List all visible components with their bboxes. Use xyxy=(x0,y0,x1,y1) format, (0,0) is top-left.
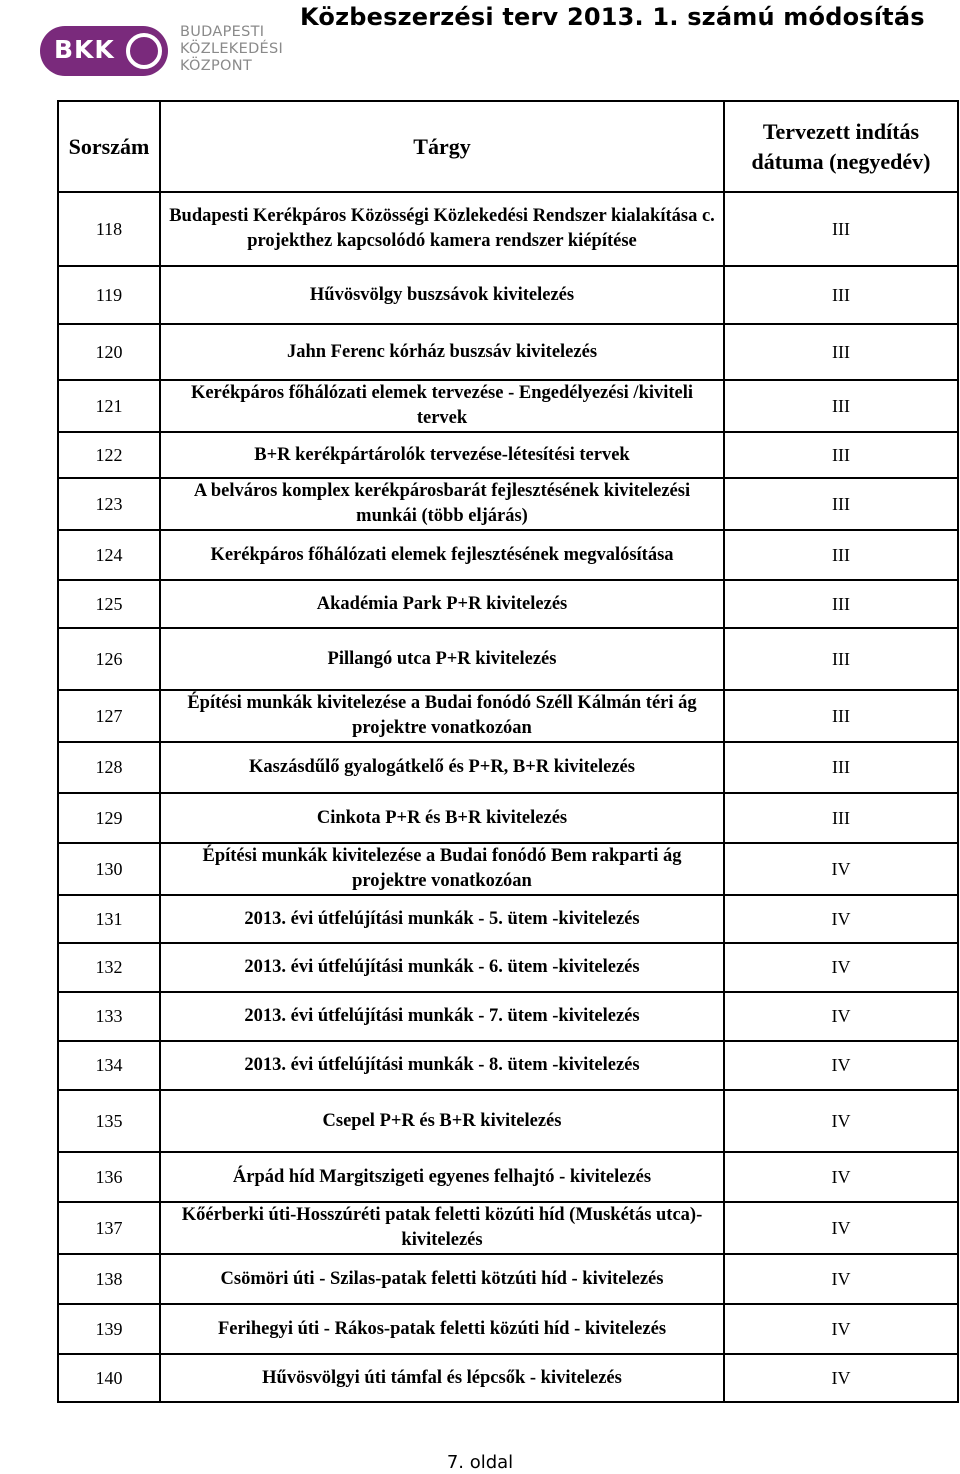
row-quarter: III xyxy=(724,380,958,432)
bkk-logo-line: KÖZLEKEDÉSI xyxy=(180,41,284,57)
row-quarter: III xyxy=(724,192,958,266)
row-subject: A belváros komplex kerékpárosbarát fejlesztésének kivitelezési munkái (több eljárás) xyxy=(160,478,724,530)
table-row xyxy=(58,628,958,690)
bkk-logo-ring-icon xyxy=(126,33,162,69)
row-quarter: III xyxy=(724,324,958,380)
row-subject: B+R kerékpártárolók tervezése-létesítési tervek xyxy=(160,432,724,478)
row-number: 130 xyxy=(58,843,160,895)
row-quarter: IV xyxy=(724,843,958,895)
header-date: Tervezett indítás dátuma (negyedév) xyxy=(724,101,958,192)
row-number: 119 xyxy=(58,266,160,324)
table-row xyxy=(58,742,958,793)
row-number: 128 xyxy=(58,742,160,793)
row-number: 129 xyxy=(58,793,160,843)
table-row xyxy=(58,1152,958,1202)
row-subject: Hűvösvölgyi úti támfal és lépcsők - kivitelezés xyxy=(160,1354,724,1402)
row-subject: Csömöri úti - Szilas-patak feletti kötzúti híd - kivitelezés xyxy=(160,1254,724,1304)
row-number: 135 xyxy=(58,1090,160,1152)
row-quarter: IV xyxy=(724,1354,958,1402)
header-subject: Tárgy xyxy=(160,101,724,192)
row-quarter: III xyxy=(724,580,958,628)
row-quarter: IV xyxy=(724,1041,958,1090)
row-quarter: IV xyxy=(724,1202,958,1254)
table-row xyxy=(58,1202,958,1254)
table-row xyxy=(58,580,958,628)
row-quarter: IV xyxy=(724,1304,958,1354)
bkk-logo xyxy=(40,22,310,80)
bkk-logo-badge xyxy=(40,26,168,76)
table-row xyxy=(58,478,958,530)
table-row xyxy=(58,324,958,380)
row-number: 133 xyxy=(58,992,160,1041)
table-row xyxy=(58,266,958,324)
row-quarter: IV xyxy=(724,1254,958,1304)
row-quarter: III xyxy=(724,530,958,580)
bkk-logo-org-name xyxy=(180,24,330,75)
row-quarter: III xyxy=(724,742,958,793)
table-row xyxy=(58,943,958,992)
row-number: 118 xyxy=(58,192,160,266)
row-quarter: III xyxy=(724,266,958,324)
procurement-plan-table xyxy=(57,100,959,1403)
table-row xyxy=(58,1254,958,1304)
row-subject: Árpád híd Margitszigeti egyenes felhajtó - kivitelezés xyxy=(160,1152,724,1202)
table-row xyxy=(58,1304,958,1354)
row-number: 123 xyxy=(58,478,160,530)
row-subject: 2013. évi útfelújítási munkák - 6. ütem -kivitelezés xyxy=(160,943,724,992)
row-subject: Jahn Ferenc kórház buszsáv kivitelezés xyxy=(160,324,724,380)
row-quarter: IV xyxy=(724,1152,958,1202)
row-number: 126 xyxy=(58,628,160,690)
bkk-logo-line: BUDAPESTI xyxy=(180,24,265,40)
table-row xyxy=(58,530,958,580)
row-quarter: IV xyxy=(724,1090,958,1152)
row-subject: Építési munkák kivitelezése a Budai fonódó Széll Kálmán téri ág projektre vonatkozóan xyxy=(160,690,724,742)
row-number: 137 xyxy=(58,1202,160,1254)
table-row xyxy=(58,690,958,742)
row-subject: Csepel P+R és B+R kivitelezés xyxy=(160,1090,724,1152)
table-row xyxy=(58,895,958,943)
row-subject: 2013. évi útfelújítási munkák - 8. ütem -kivitelezés xyxy=(160,1041,724,1090)
row-number: 140 xyxy=(58,1354,160,1402)
row-subject: Ferihegyi úti - Rákos-patak feletti közúti híd - kivitelezés xyxy=(160,1304,724,1354)
row-number: 127 xyxy=(58,690,160,742)
row-quarter: IV xyxy=(724,895,958,943)
row-number: 125 xyxy=(58,580,160,628)
row-number: 122 xyxy=(58,432,160,478)
row-subject: 2013. évi útfelújítási munkák - 7. ütem -kivitelezés xyxy=(160,992,724,1041)
row-subject: Építési munkák kivitelezése a Budai fonódó Bem rakparti ág projektre vonatkozóan xyxy=(160,843,724,895)
table-header-row xyxy=(58,101,958,192)
row-quarter: IV xyxy=(724,943,958,992)
row-number: 120 xyxy=(58,324,160,380)
row-quarter: III xyxy=(724,478,958,530)
table-row xyxy=(58,1090,958,1152)
header-number: Sorszám xyxy=(58,101,160,192)
row-subject: Kaszásdűlő gyalogátkelő és P+R, B+R kivitelezés xyxy=(160,742,724,793)
row-subject: Budapesti Kerékpáros Közösségi Közlekedési Rendszer kialakítása c. projekthez kapcsolódó kamera rendszer kiépítése xyxy=(160,192,724,266)
row-subject: Akadémia Park P+R kivitelezés xyxy=(160,580,724,628)
table-row xyxy=(58,793,958,843)
row-number: 138 xyxy=(58,1254,160,1304)
row-number: 136 xyxy=(58,1152,160,1202)
row-subject: 2013. évi útfelújítási munkák - 5. ütem -kivitelezés xyxy=(160,895,724,943)
row-number: 131 xyxy=(58,895,160,943)
row-subject: Kerékpáros főhálózati elemek tervezése - Engedélyezési /kiviteli tervek xyxy=(160,380,724,432)
row-quarter: III xyxy=(724,793,958,843)
table-row xyxy=(58,432,958,478)
row-quarter: III xyxy=(724,432,958,478)
row-quarter: IV xyxy=(724,992,958,1041)
row-quarter: III xyxy=(724,628,958,690)
row-subject: Cinkota P+R és B+R kivitelezés xyxy=(160,793,724,843)
table-row xyxy=(58,992,958,1041)
row-number: 134 xyxy=(58,1041,160,1090)
table-row xyxy=(58,1354,958,1402)
bkk-logo-badge-text: BKK xyxy=(54,35,115,64)
bkk-logo-line: KÖZPONT xyxy=(180,58,253,74)
table-row xyxy=(58,380,958,432)
row-number: 139 xyxy=(58,1304,160,1354)
row-subject: Pillangó utca P+R kivitelezés xyxy=(160,628,724,690)
table-row xyxy=(58,843,958,895)
row-quarter: III xyxy=(724,690,958,742)
table-row xyxy=(58,192,958,266)
table-row xyxy=(58,1041,958,1090)
row-number: 124 xyxy=(58,530,160,580)
page-number: 7. oldal xyxy=(446,1452,514,1473)
row-number: 121 xyxy=(58,380,160,432)
row-subject: Kerékpáros főhálózati elemek fejlesztésének megvalósítása xyxy=(160,530,724,580)
row-subject: Kőérberki úti-Hosszúréti patak feletti közúti híd (Muskétás utca)-kivitelezés xyxy=(160,1202,724,1254)
document-title: Közbeszerzési terv 2013. 1. számú módosítás xyxy=(300,3,925,31)
row-subject: Hűvösvölgy buszsávok kivitelezés xyxy=(160,266,724,324)
row-number: 132 xyxy=(58,943,160,992)
